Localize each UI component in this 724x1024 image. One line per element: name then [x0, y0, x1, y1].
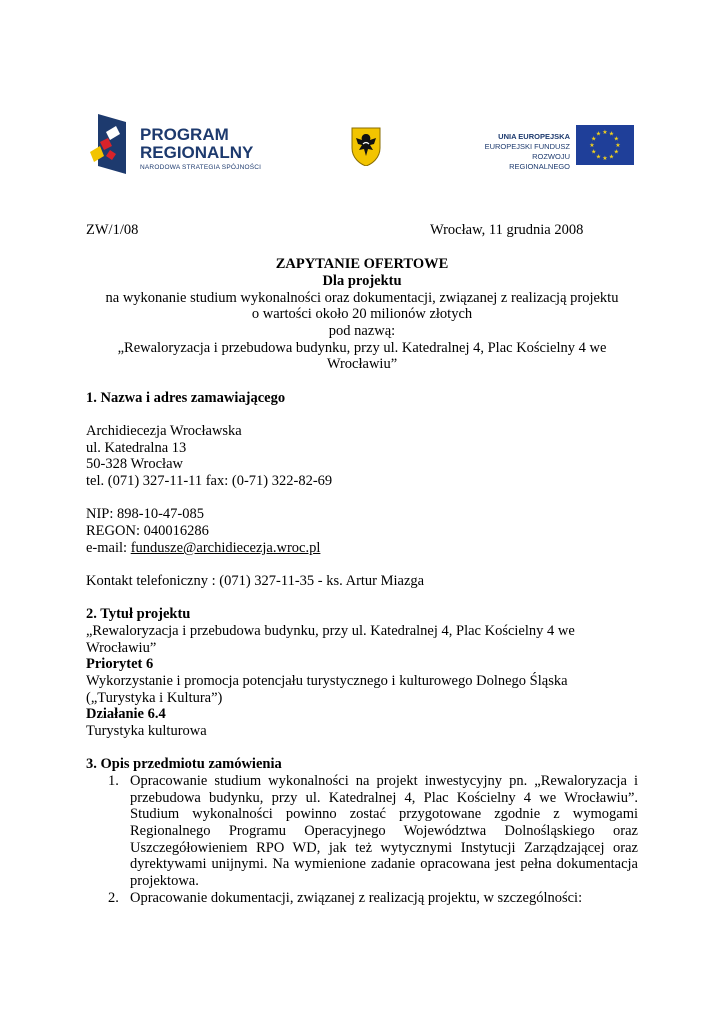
title-line-2: o wartości około 20 milionów złotych — [251, 306, 473, 322]
eu-line-3: ROZWOJU REGIONALNEGO — [509, 152, 570, 171]
org-regon: REGON: 040016286 — [86, 523, 209, 539]
eu-flag-icon — [576, 125, 634, 165]
svg-text:★: ★ — [613, 135, 619, 143]
place-and-date: Wrocław, 11 grudnia 2008 — [430, 222, 584, 238]
list-item-1-number: 1. — [108, 773, 119, 789]
svg-text:★: ★ — [602, 129, 608, 136]
list-item-1-line-2: przebudowa budynku, przy ul. Katedralnej 4, Plac Kościelny 4 we Wrocławiu”. — [130, 790, 638, 806]
svg-text:★: ★ — [608, 130, 615, 138]
section-1-heading: 1. Nazwa i adres zamawiającego — [86, 390, 286, 406]
list-item-1-line-6: dyrektywami unijnymi. Na wymienione zadanie opracowana jest pełna dokumentacja — [130, 856, 638, 872]
svg-text:★: ★ — [595, 153, 602, 161]
action-text: Turystyka kulturowa — [86, 723, 207, 739]
list-item-1-line-4: Regionalnego Programu Operacyjnego Województwa Dolnośląskiego oraz — [130, 823, 638, 839]
eu-line-1: UNIA EUROPEJSKA — [498, 132, 570, 141]
svg-text:★: ★ — [613, 148, 619, 156]
svg-text:★: ★ — [615, 142, 621, 149]
eagle-shield-icon — [350, 126, 382, 166]
section-3-heading: 3. Opis przedmiotu zamówienia — [86, 756, 282, 772]
title-line-3: pod nazwą: — [328, 323, 396, 339]
list-item-1-line-7: projektowa. — [130, 873, 199, 889]
priority-label: Priorytet 6 — [86, 656, 154, 672]
svg-text:★: ★ — [595, 130, 602, 138]
email-link[interactable]: fundusze@archidiecezja.wroc.pl — [130, 540, 321, 556]
org-city: 50-328 Wrocław — [86, 456, 183, 472]
list-item-2-number: 2. — [108, 890, 119, 906]
logo-subtitle: NARODOWA STRATEGIA SPÓJNOŚCI — [140, 164, 262, 171]
priority-text-line-2: („Turystyka i Kultura”) — [86, 690, 223, 706]
org-email-row — [86, 540, 320, 556]
priority-text-line-1: Wykorzystanie i promocja potencjału turystycznego i kulturowego Dolnego Śląska — [86, 673, 568, 689]
org-phone: tel. (071) 327-11-11 fax: (0-71) 322-82-69 — [86, 473, 333, 489]
org-street: ul. Katedralna 13 — [86, 440, 187, 456]
project-title-line-1: „Rewaloryzacja i przebudowa budynku, przy ul. Katedralnej 4, Plac Kościelny 4 we — [86, 623, 575, 639]
svg-text:★: ★ — [589, 142, 595, 149]
svg-text:★: ★ — [591, 148, 597, 156]
contact-phone: Kontakt telefoniczny : (071) 327-11-35 - ks. Artur Miazga — [86, 573, 425, 589]
section-2-heading: 2. Tytuł projektu — [86, 606, 191, 622]
list-item-2-text: Opracowanie dokumentacji, związanej z realizacją projektu, w szczególności: — [130, 890, 583, 906]
org-nip: NIP: 898-10-47-085 — [86, 506, 205, 522]
document-title: ZAPYTANIE OFERTOWE — [275, 256, 449, 272]
title-line-5: Wrocławiu” — [326, 356, 398, 372]
program-regionalny-logo — [86, 112, 286, 180]
action-label: Działanie 6.4 — [86, 706, 166, 722]
project-title-line-2: Wrocławiu” — [86, 640, 157, 656]
list-item-1-line-3: Studium wykonalności powinno zostać przygotowane zgodnie z wymogami — [130, 806, 638, 822]
document-reference: ZW/1/08 — [86, 222, 139, 238]
list-item-1-line-1: Opracowanie studium wykonalności na projekt inwestycyjny pn. „Rewaloryzacja i — [130, 773, 638, 789]
eu-logo — [470, 124, 634, 171]
logo-title-regionalny: REGIONALNY — [140, 143, 254, 162]
list-item-1-line-5: Uszczegółowieniem RPO WD, jak też wytycznymi Instytucji Zarządzającej oraz — [130, 840, 638, 856]
svg-text:★: ★ — [602, 155, 608, 162]
title-line-1: na wykonanie studium wykonalności oraz dokumentacji, związanej z realizacją projektu — [105, 290, 619, 306]
coat-of-arms — [350, 126, 382, 166]
title-line-4: „Rewaloryzacja i przebudowa budynku, przy ul. Katedralnej 4, Plac Kościelny 4 we — [117, 340, 607, 356]
logo-title-program: PROGRAM — [140, 125, 229, 144]
eu-line-2: EUROPEJSKI FUNDUSZ — [484, 142, 570, 151]
org-name: Archidiecezja Wrocławska — [86, 423, 242, 439]
program-regionalny-emblem-icon — [86, 112, 136, 176]
svg-text:★: ★ — [591, 135, 597, 143]
email-label: e-mail: — [86, 540, 131, 556]
document-subtitle: Dla projektu — [322, 273, 402, 289]
svg-text:★: ★ — [608, 153, 615, 161]
